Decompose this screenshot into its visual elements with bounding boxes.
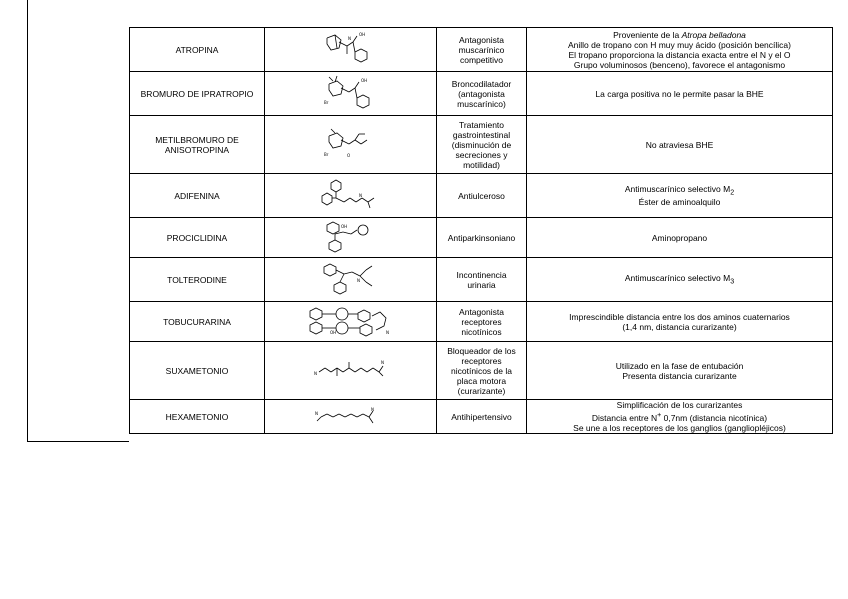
quaternary-tropane-ester-icon — [267, 74, 434, 114]
svg-text:Br: Br — [323, 99, 328, 105]
note-superscript: + — [657, 411, 662, 420]
structure-cell — [265, 174, 437, 218]
quaternary-tropane-alkyl-ester-icon — [267, 125, 434, 165]
note-text: La carga positiva no le permite pasar la BHE — [595, 88, 764, 99]
use-line: Antihipertensivo — [451, 411, 512, 422]
use-line: Antiparkinsoniano — [447, 232, 516, 243]
note-text: Distancia entre N — [591, 412, 658, 423]
use-line: competitivo — [460, 54, 503, 65]
table-row — [130, 218, 833, 258]
therapeutic-use — [437, 218, 527, 258]
note-line — [529, 40, 830, 50]
therapeutic-use — [437, 400, 527, 434]
use-line: nicotínicos de la — [451, 365, 512, 376]
structure-cell — [265, 72, 437, 116]
note-text: No atraviesa BHE — [645, 139, 714, 150]
use-line: (curarizante) — [457, 385, 506, 396]
phenyl-cyclohexyl-aminopropanol-icon — [267, 220, 434, 256]
note-text: Presenta distancia curarizante — [622, 370, 737, 381]
notes — [527, 218, 833, 258]
use-line: gastrointestinal — [452, 129, 511, 140]
drug-table — [129, 27, 833, 434]
note-text: Imprescindible distancia entre los dos aminos cuaternarios — [569, 311, 790, 322]
svg-text:N: N — [380, 359, 384, 365]
note-line — [529, 60, 830, 70]
table-row — [130, 28, 833, 72]
table-row — [130, 72, 833, 116]
svg-text:O: O — [346, 152, 350, 158]
use-line: muscarínico — [458, 44, 505, 55]
left-bottom-rule — [27, 441, 129, 442]
svg-text:N: N — [347, 35, 351, 41]
use-line: receptores — [461, 316, 502, 327]
therapeutic-use — [437, 342, 527, 400]
table-row — [130, 302, 833, 342]
notes — [527, 72, 833, 116]
svg-text:Br: Br — [323, 151, 328, 157]
note-line — [529, 233, 830, 243]
note-line — [529, 322, 830, 332]
structure-cell — [265, 342, 437, 400]
note-text: Antimuscarínico selectivo M — [624, 183, 731, 194]
note-line — [529, 361, 830, 371]
use-line: muscarínico) — [457, 98, 506, 109]
svg-text:N: N — [356, 277, 360, 283]
note-italic: Atropa belladona — [681, 29, 746, 40]
note-text: Aminopropano — [651, 232, 708, 243]
note-line — [529, 410, 830, 423]
drug-name: TOBUCURARINA — [130, 302, 265, 342]
drug-name: BROMURO DE IPRATROPIO — [130, 72, 265, 116]
bisbenzylisoquinoline-macrocycle-icon — [267, 304, 434, 340]
therapeutic-use — [437, 174, 527, 218]
note-text: Utilizado en la fase de entubación — [615, 360, 744, 371]
hexamethylene-bis-ammonium-icon — [267, 405, 434, 429]
tropane-ester-phenyl-icon — [267, 30, 434, 70]
note-line — [529, 184, 830, 198]
use-line: Tratamiento — [458, 119, 505, 130]
table-row — [130, 400, 833, 434]
table-row — [130, 342, 833, 400]
note-line — [529, 423, 830, 433]
use-line: (antagonista — [458, 88, 505, 99]
structure-cell — [265, 258, 437, 302]
drug-name: METILBROMURO DE ANISOTROPINA — [130, 116, 265, 174]
table-row — [130, 116, 833, 174]
use-line: Broncodilatador — [451, 78, 512, 89]
note-line — [529, 197, 830, 207]
svg-text:N: N — [385, 329, 389, 335]
left-margin-rule — [27, 0, 28, 442]
notes — [527, 174, 833, 218]
drug-name: PROCICLIDINA — [130, 218, 265, 258]
note-text: Se une a los receptores de los ganglios (gangliopléjicos) — [573, 422, 786, 433]
note-text: Anillo de tropano con H muy muy ácido (posición bencílica) — [567, 39, 791, 50]
use-line: Antagonista — [459, 306, 504, 317]
note-subscript: 3 — [730, 277, 735, 286]
note-line — [529, 50, 830, 60]
diaryl-propylamine-icon — [267, 260, 434, 300]
drug-name: ADIFENINA — [130, 174, 265, 218]
therapeutic-use — [437, 28, 527, 72]
note-text-tail: 0,7nm (distancia nicotínica) — [661, 412, 768, 423]
note-text: Grupo voluminosos (benceno), favorece el antagonismo — [573, 59, 786, 70]
structure-cell — [265, 302, 437, 342]
note-line — [529, 30, 830, 40]
notes — [527, 400, 833, 434]
use-line: (disminución de — [451, 139, 512, 150]
svg-text:OH: OH — [329, 329, 336, 335]
use-line: Antiulceroso — [458, 190, 505, 201]
use-line: secreciones y — [455, 149, 508, 160]
svg-text:N: N — [358, 192, 362, 198]
use-line: Incontinencia — [456, 269, 507, 280]
note-line — [529, 273, 830, 287]
drug-name: HEXAMETONIO — [130, 400, 265, 434]
use-line: nicotínicos — [461, 326, 502, 337]
structure-cell — [265, 116, 437, 174]
note-text: Simplificación de los curarizantes — [616, 400, 743, 411]
structure-cell — [265, 218, 437, 258]
drug-name: TOLTERODINE — [130, 258, 265, 302]
svg-text:OH: OH — [360, 77, 367, 83]
therapeutic-use — [437, 116, 527, 174]
use-line: placa motora — [456, 375, 507, 386]
use-line: Bloqueador de los — [447, 345, 516, 356]
notes — [527, 28, 833, 72]
table-row — [130, 174, 833, 218]
note-line — [529, 140, 830, 150]
use-line: receptores — [461, 355, 502, 366]
notes — [527, 116, 833, 174]
svg-text:N: N — [314, 410, 318, 416]
therapeutic-use — [437, 258, 527, 302]
notes — [527, 302, 833, 342]
note-line — [529, 400, 830, 410]
svg-text:N: N — [370, 406, 374, 412]
notes — [527, 342, 833, 400]
drug-name: SUXAMETONIO — [130, 342, 265, 400]
note-text: El tropano proporciona la distancia exacta entre el N y el O — [568, 49, 791, 60]
note-text: (1,4 nm, distancia curarizante) — [622, 321, 737, 332]
table-row — [130, 258, 833, 302]
note-line — [529, 371, 830, 381]
notes — [527, 258, 833, 302]
note-line — [529, 89, 830, 99]
svg-text:OH: OH — [340, 223, 347, 229]
use-line: motilidad) — [463, 159, 500, 170]
structure-cell — [265, 28, 437, 72]
therapeutic-use — [437, 302, 527, 342]
diphenylacetate-aminoester-icon — [267, 178, 434, 214]
note-text: Antimuscarínico selectivo M — [624, 272, 731, 283]
bis-choline-succinate-icon — [267, 356, 434, 386]
note-line — [529, 312, 830, 322]
structure-cell — [265, 400, 437, 434]
therapeutic-use — [437, 72, 527, 116]
svg-text:N: N — [313, 370, 317, 376]
drug-name: ATROPINA — [130, 28, 265, 72]
use-line: Antagonista — [459, 34, 504, 45]
note-text: Proveniente de la — [613, 29, 682, 40]
use-line: urinaria — [467, 279, 496, 290]
svg-text:OH: OH — [358, 31, 365, 37]
note-subscript: 2 — [730, 188, 735, 197]
note-text: Éster de aminoalquilo — [638, 197, 721, 208]
